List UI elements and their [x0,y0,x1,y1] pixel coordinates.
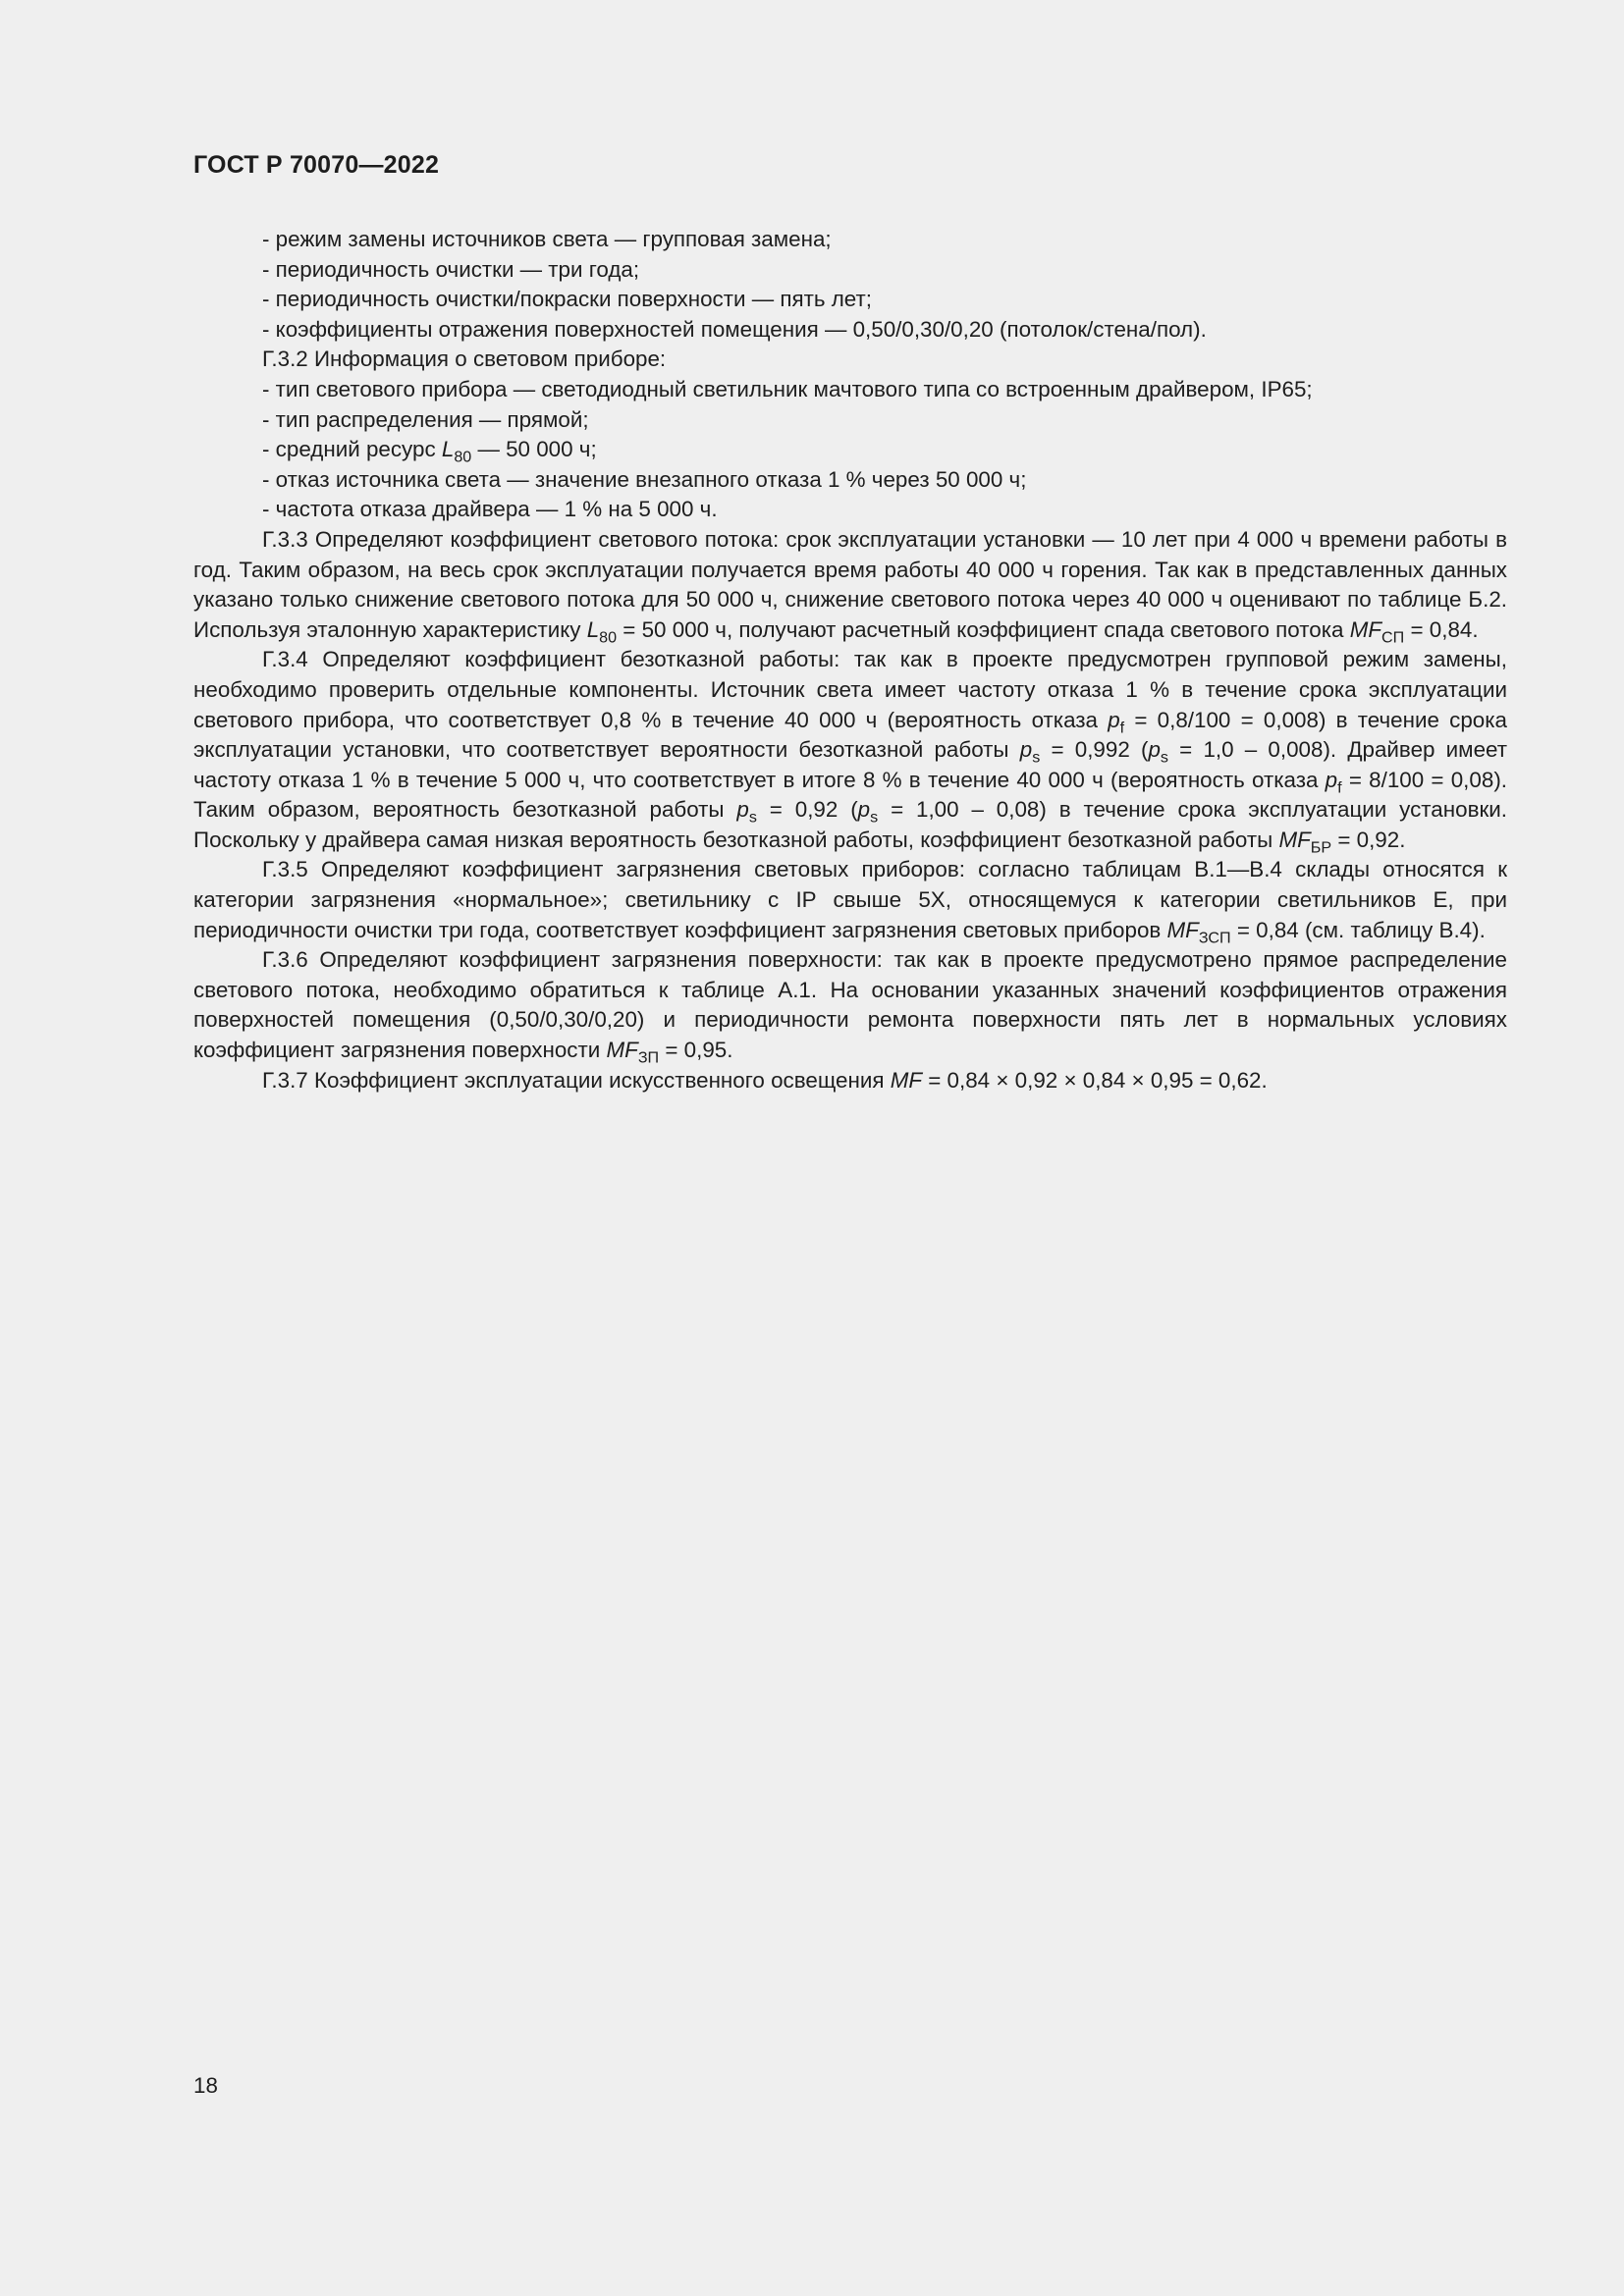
list-item: - периодичность очистки/покраски поверхности — пять лет; [262,287,872,312]
math-variable: p [1148,737,1161,763]
math-variable: MF [1166,917,1199,942]
text-run: = 0,84 × 0,92 × 0,84 × 0,95 = 0,62. [922,1067,1268,1093]
text-run: = 0,8/100 = 0,008) в течение срока эксплуатации установки, что соответствует вероятности безотказной работы [193,707,1507,763]
math-subscript: ЗСП [1198,929,1231,947]
list-item-resource [193,435,1507,465]
math-subscript: СП [1381,628,1405,647]
math-subscript: ЗП [637,1048,660,1067]
text-run: = 0,84 (см. таблицу В.4). [1230,917,1486,942]
math-subscript: 80 [454,448,472,466]
math-variable: L [441,437,455,462]
math-subscript: БР [1310,838,1332,857]
math-variable: p [736,797,749,823]
list-item: - режим замены источников света — групповая замена; [262,227,832,251]
list-item: - тип распределения — прямой; [262,406,589,432]
math-variable: MF [890,1067,923,1093]
text-run: - средний ресурс [262,437,442,462]
math-variable: MF [1278,827,1311,852]
text-run: = 1,00 – 0,08) в течение срока эксплуатации установки. Поскольку у драйвера самая низкая вероятность безотказной работы, коэффициент безотказной работы [193,797,1507,852]
section-heading-g32: Г.3.2 Информация о световом приборе: [262,347,667,372]
list-item: - частота отказа драйвера — 1 % на 5 000 ч. [262,497,718,522]
math-variable: MF [1349,616,1382,642]
text-run: Г.3.6 Определяют коэффициент загрязнения поверхности: так как в проекте предусмотрено прямое распределение светового потока, необходимо обратиться к таблице А.1. На основании указанных значений коэффициентов отражения поверхностей помещения (0,50/0,30/0,20) и периодичности ремонта поверхности пять лет в нормальных условиях коэффициент загрязнения поверхности [193,947,1507,1063]
text-run: Г.3.5 Определяют коэффициент загрязнения световых приборов: согласно таблицам В.1—В.4 склады относятся к категории загрязнения «нормальное»; светильнику с IP свыше 5X, относящемуся к категории светильников Е, при периодичности очистки три года, соответствует коэффициент загрязнения световых приборов [193,857,1507,942]
text-run: = 8/100 = 0,08). Таким образом, вероятность безотказной работы [193,767,1507,823]
text-run: = 50 000 ч, получают расчетный коэффициент спада светового потока [617,616,1350,642]
text-run: Г.3.3 Определяют коэффициент светового потока: срок эксплуатации установки — 10 лет при 4 000 ч времени работы в год. Таким образом, на весь срок эксплуатации получается время работы 40 000 ч горения. Так как в представленных данных указано только снижение светового потока для 50 000 ч, снижение светового потока через 40 000 ч оценивают по таблице Б.2. Используя эталонную характеристику [193,526,1507,642]
text-run: = 0,92 ( [756,797,858,823]
paragraph-g34 [193,645,1507,855]
page-number: 18 [193,2073,218,2098]
text-run: = 1,0 – 0,008). Драйвер имеет частоту отказа 1 % в течение 5 000 ч, что соответствует в итоге 8 % в течение 40 000 ч (вероятность отказа [193,737,1507,792]
math-variable: p [1325,767,1338,792]
list-item: - периодичность очистки — три года; [262,256,640,282]
math-variable: L [586,616,600,642]
math-variable: MF [606,1038,638,1063]
document-header: ГОСТ Р 70070—2022 [193,151,440,179]
text-run: = 0,92. [1331,827,1406,852]
math-subscript: 80 [599,628,618,647]
text-run: Г.3.4 Определяют коэффициент безотказной работы: так как в проекте предусмотрен групповой режим замены, необходимо проверить отдельные компоненты. Источник света имеет частоту отказа 1 % в течение срока эксплуатации светового прибора, что соответствует 0,8 % в течение 40 000 ч (вероятность отказа [193,647,1507,732]
math-variable: p [1019,737,1033,763]
math-subscript: f [1119,719,1125,737]
paragraph-g37 [193,1066,1507,1096]
text-run: — 50 000 ч; [471,437,597,462]
math-subscript: f [1337,778,1342,797]
paragraph-g36 [193,945,1507,1065]
list-item: - коэффициенты отражения поверхностей помещения — 0,50/0,30/0,20 (потолок/стена/пол). [262,316,1207,342]
text-run: = 0,95. [659,1038,733,1063]
document-body [193,225,1507,1095]
text-run: = 0,992 ( [1040,737,1149,763]
math-subscript: s [870,808,879,827]
list-item: - тип светового прибора — светодиодный светильник мачтового типа со встроенным драйвером, IP65; [262,376,1313,401]
math-variable: p [1108,707,1120,732]
math-subscript: s [748,808,757,827]
math-subscript: s [1160,748,1168,767]
text-run: = 0,84. [1404,616,1479,642]
math-variable: p [857,797,871,823]
paragraph-g35 [193,855,1507,945]
list-item: - отказ источника света — значение внезапного отказа 1 % через 50 000 ч; [262,466,1027,492]
math-subscript: s [1032,748,1041,767]
paragraph-g33 [193,525,1507,645]
text-run: Г.3.7 Коэффициент эксплуатации искусственного освещения [262,1067,891,1093]
